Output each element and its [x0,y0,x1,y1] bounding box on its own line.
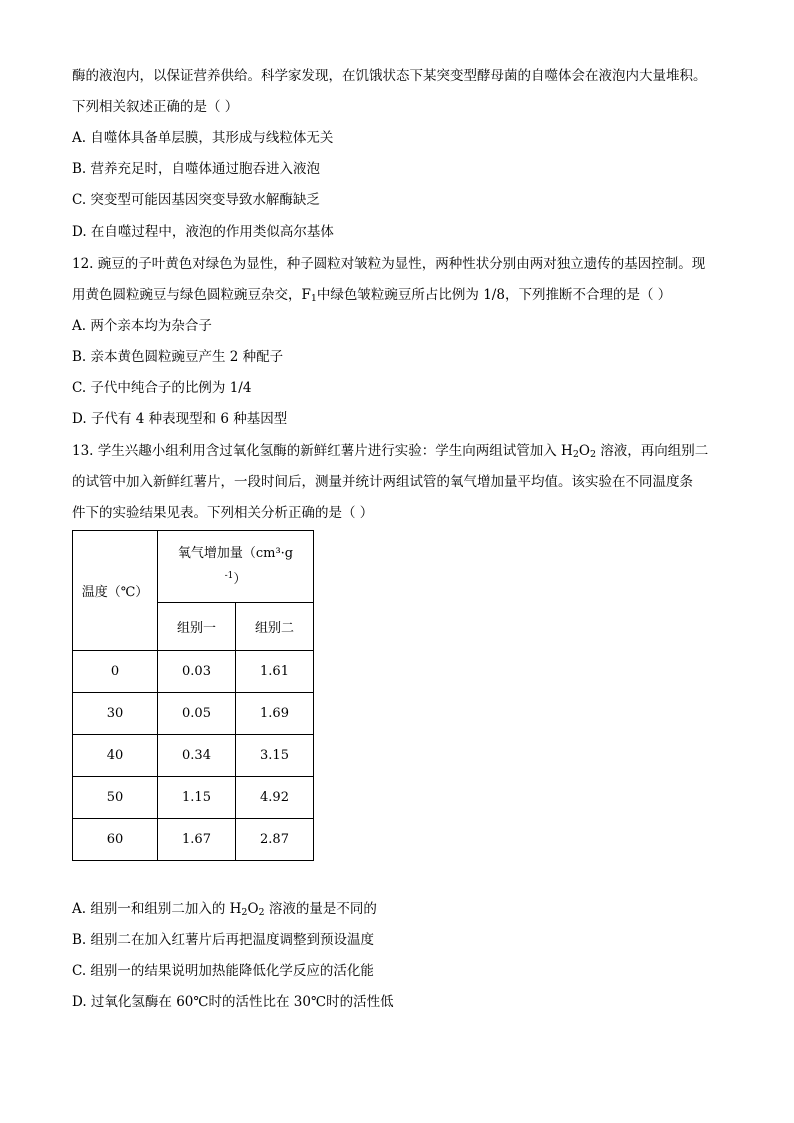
question-12-stem-line-1: 12. 豌豆的子叶黄色对绿色为显性，种子圆粒对皱粒为显性，两种性状分别由两对独立遗传的基因控制。现 [72,256,706,272]
q12-text-post: 中绿色皱粒豌豆所占比例为 1/8，下列推断不合理的是（ ） [316,287,672,303]
header-group-1: 组别一 [158,603,236,651]
question-13-option-c: C. 组别一的结果说明加热能降低化学反应的活化能 [72,963,374,979]
question-12-option-d: D. 子代有 4 种表现型和 6 种基因型 [72,411,288,427]
cell-temp: 0 [73,651,158,693]
table-row [73,819,314,861]
header-oxygen-increase [158,531,314,603]
question-13-option-a [72,899,377,923]
question-11-option-c: C. 突变型可能因基因突变导致水解酶缺乏 [72,192,320,208]
cell-group-1: 0.05 [158,693,236,735]
table-row [73,777,314,819]
question-11-stem-line-1: 酶的液泡内，以保证营养供给。科学家发现，在饥饿状态下某突变型酵母菌的自噬体会在液泡内大量堆积。 [72,68,707,84]
q13a-text-mid: O [247,901,259,917]
question-12-option-c: C. 子代中纯合子的比例为 1/4 [72,380,252,396]
question-13-stem-line-1 [72,441,708,465]
cell-group-2: 1.69 [236,693,314,735]
cell-group-1: 1.67 [158,819,236,861]
cell-temp: 30 [73,693,158,735]
table-row [73,735,314,777]
question-13-stem-line-2: 的试管中加入新鲜红薯片，一段时间后，测量并统计两组试管的氧气增加量平均值。该实验在不同温度条 [72,474,693,490]
q13-text-post: 溶液，再向组别二 [596,443,709,459]
q13-text-pre: 13. 学生兴趣小组利用含过氧化氢酶的新鲜红薯片进行实验：学生向两组试管加入 H [72,443,573,459]
cell-group-1: 0.03 [158,651,236,693]
question-13-option-d: D. 过氧化氢酶在 60℃时的活性比在 30℃时的活性低 [72,994,394,1010]
question-11-option-a: A. 自噬体具备单层膜，其形成与线粒体无关 [72,130,334,146]
table-row [73,693,314,735]
q12-text-pre: 用黄色圆粒豌豆与绿色圆粒豌豆杂交，F [72,287,311,303]
question-13-stem-line-3: 件下的实验结果见表。下列相关分析正确的是（ ） [72,505,374,521]
question-11-option-b: B. 营养充足时，自噬体通过胞吞进入液泡 [72,161,321,177]
header-group-2: 组别二 [236,603,314,651]
cell-temp: 50 [73,777,158,819]
header-oxygen-superscript: -1 [224,570,234,581]
q13-sub-1: 2 [572,449,579,460]
question-11-stem-line-2: 下列相关叙述正确的是（ ） [72,99,239,115]
question-13-option-b: B. 组别二在加入红薯片后再把温度调整到预设温度 [72,932,375,948]
cell-group-1: 0.34 [158,735,236,777]
question-12-option-a: A. 两个亲本均为杂合子 [72,318,212,334]
q13a-sub-2: 2 [258,907,265,918]
header-temperature: 温度（℃） [73,531,158,651]
table-row [73,651,314,693]
results-table [72,530,314,861]
cell-group-1: 1.15 [158,777,236,819]
cell-group-2: 4.92 [236,777,314,819]
cell-temp: 40 [73,735,158,777]
q13a-sub-1: 2 [241,907,248,918]
q13a-text-post: 溶液的量是不同的 [264,901,377,917]
cell-group-2: 1.61 [236,651,314,693]
cell-temp: 60 [73,819,158,861]
q13-sub-2: 2 [589,449,596,460]
q12-subscript: 1 [310,293,317,304]
cell-group-2: 2.87 [236,819,314,861]
cell-group-2: 3.15 [236,735,314,777]
q13a-text-pre: A. 组别一和组别二加入的 H [72,901,242,917]
question-11-option-d: D. 在自噬过程中，液泡的作用类似高尔基体 [72,224,334,240]
q13-text-mid: O [578,443,590,459]
question-12-stem-line-2 [72,285,671,309]
header-oxygen-line-1: 氧气增加量（cm³·g [177,545,294,561]
question-12-option-b: B. 亲本黄色圆粒豌豆产生 2 种配子 [72,349,284,365]
header-oxygen-line-2: ） [233,571,247,587]
